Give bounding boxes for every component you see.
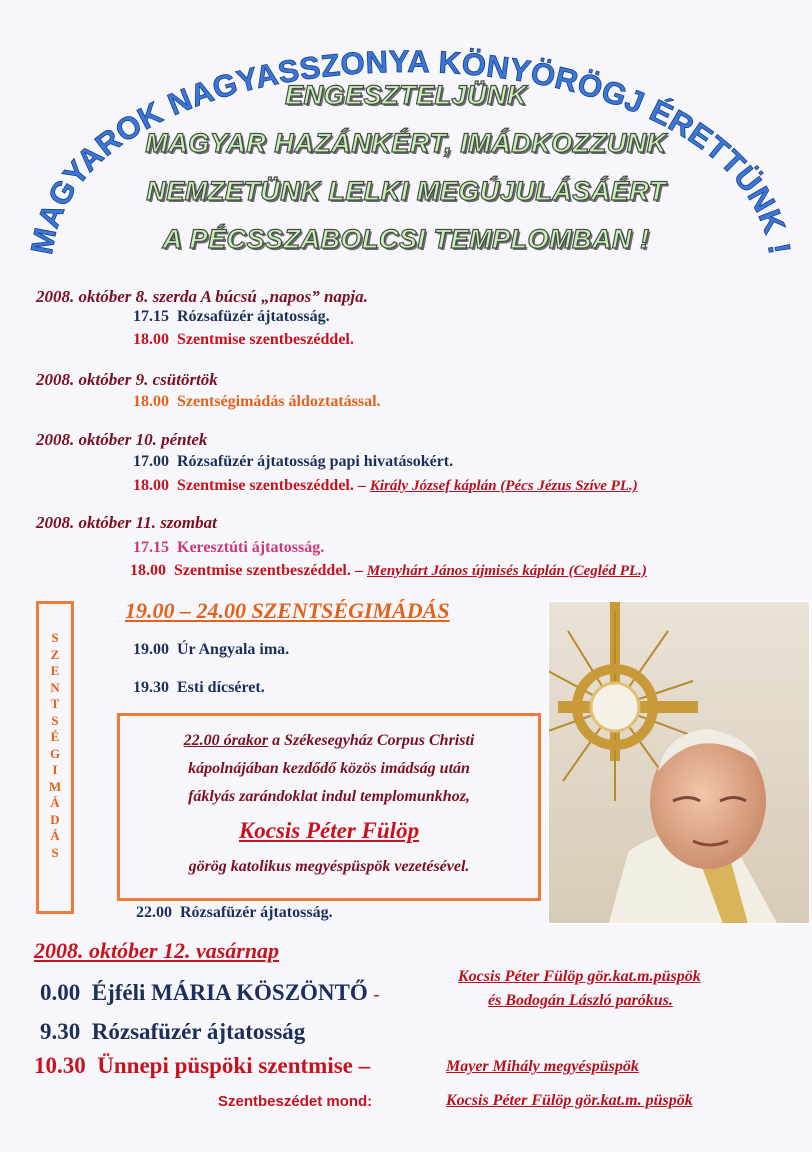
procession-line-1: 22.00 órakor a Székesegyház Corpus Christi	[183, 732, 475, 749]
day-1-event-2: 18.00 Szentmise szentbeszéddel.	[133, 331, 354, 348]
adoration-item-2: 19.30 Esti dícséret.	[133, 679, 265, 696]
heading-line-2: MAGYAR HAZÁNKÉRT, IMÁDKOZZUNK	[145, 128, 667, 158]
procession-leader-name: Kocsis Péter Fülöp	[238, 818, 420, 843]
day-2-date: 2008. október 9. csütörtök	[36, 370, 218, 389]
adoration-after-item: 22.00 Rózsafüzér ájtatosság.	[136, 904, 333, 921]
adoration-side-letter: N	[50, 679, 60, 695]
procession-box	[117, 713, 541, 901]
day-1-event-1: 17.15 Rózsafüzér ájtatosság.	[133, 308, 330, 325]
adoration-side-letter: T	[50, 696, 60, 711]
adoration-side-letter: Z	[50, 646, 60, 662]
adoration-side-letter: E	[50, 663, 60, 678]
day-1-date: 2008. október 8. szerda A búcsú „napos” napja.	[36, 287, 368, 306]
sunday-item-3: 10.30 Ünnepi püspöki szentmise –	[34, 1053, 371, 1078]
adoration-side-letter: D	[50, 811, 60, 827]
adoration-side-letter: I	[52, 762, 58, 777]
arch-text: MAGYAROK NAGYASSZONYA KÖNYÖRÖGJ ÉRETTÜNK !	[24, 43, 798, 257]
day-4-date: 2008. október 11. szombat	[36, 513, 217, 532]
adoration-side-letter: S	[51, 712, 59, 728]
sunday-item-1-credit-1: Kocsis Péter Fülöp gör.kat.m.püspök	[458, 968, 701, 985]
heading-line-1: ENGESZTELJÜNK	[284, 80, 528, 110]
day-2-event-1: 18.00 Szentségimádás áldoztatással.	[133, 393, 381, 410]
day-4-credit: Menyhárt János újmisés káplán (Cegléd PL.)	[366, 563, 647, 579]
adoration-side-letter: É	[50, 729, 60, 744]
adoration-side-label	[39, 630, 71, 861]
sunday-item-1: 0.00 Éjféli MÁRIA KÖSZÖNTŐ -	[40, 980, 380, 1005]
day-4-event-1: 17.15 Keresztúti ájtatosság.	[133, 539, 325, 556]
homily-by: Kocsis Péter Fülöp gör.kat.m. püspök	[446, 1092, 693, 1109]
adoration-item-1: 19.00 Úr Angyala ima.	[133, 641, 290, 658]
homily-label: Szentbeszédet mond:	[218, 1093, 373, 1110]
procession-line-5: görög katolikus megyéspüspök vezetésével.	[188, 858, 470, 875]
pope-monstrance-photo	[548, 601, 810, 924]
adoration-side-letter: S	[51, 630, 59, 645]
procession-line-2: kápolnájában kezdődő közös imádság után	[188, 760, 470, 777]
day-3-event-2: 18.00 Szentmise szentbeszéddel. – Király József káplán (Pécs Jézus Szíve PL.)	[133, 477, 638, 494]
adoration-side-letter: M	[48, 778, 62, 794]
adoration-side-letter: Á	[50, 795, 60, 810]
adoration-side-letter: G	[49, 745, 61, 761]
day-3-event-1: 17.00 Rózsafüzér ájtatosság papi hivatásokért.	[133, 453, 454, 470]
sunday-item-1-credit-2: és Bodogán László parókus.	[488, 992, 673, 1009]
sunday-item-3-credit: Mayer Mihály megyéspüspök	[446, 1058, 639, 1075]
sunday-item-2: 9.30 Rózsafüzér ájtatosság	[40, 1019, 306, 1044]
day-3-credit: Király József káplán (Pécs Jézus Szíve PL.)	[369, 478, 638, 494]
procession-line-3: fáklyás zarándoklat indul templomunkhoz,	[188, 788, 470, 805]
adoration-side-box	[36, 601, 74, 914]
heading-line-4: A PÉCSSZABOLCSI TEMPLOMBAN !	[162, 224, 650, 254]
adoration-side-letter: Á	[50, 828, 60, 843]
adoration-title: 19.00 – 24.00 SZENTSÉGIMÁDÁS	[125, 598, 450, 623]
heading-line-3: NEMZETÜNK LELKI MEGÚJULÁSÁÉRT	[146, 176, 666, 206]
day-3-date: 2008. október 10. péntek	[36, 430, 208, 449]
day-4-event-2: 18.00 Szentmise szentbeszéddel. – Menyhárt János újmisés káplán (Cegléd PL.)	[130, 562, 647, 579]
sunday-date: 2008. október 12. vasárnap	[34, 938, 280, 963]
adoration-side-letter: S	[51, 844, 59, 860]
